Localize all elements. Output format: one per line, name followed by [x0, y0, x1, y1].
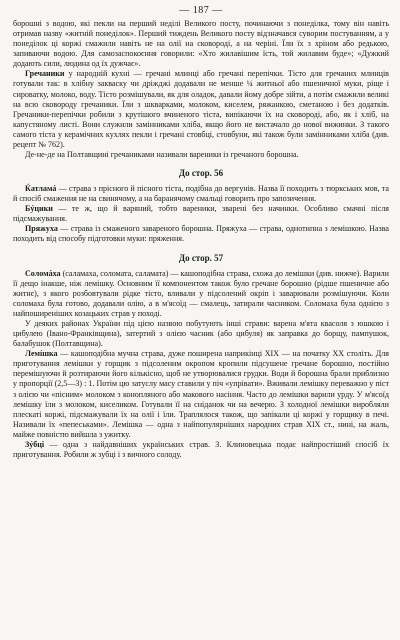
entry-term: Бýцики — [25, 204, 53, 214]
entry-grechanyky — [13, 69, 389, 150]
entry-text: — одна з найдавніших українських страв. З. Клиновецька подає найпростіший спосіб їх приготування. Робили ж зубці і з вичного солоду. — [13, 439, 389, 459]
entry-text: (саламаха, соломата, саламата) — кашоподібна страва, схожа до лемішки (див. нижче). Варили її дещо інакше, ніж лемішку. Основним її компонентом також було гречане борошно (рідше пшеничне або житнє), з якого розбовтували рідке тісто, вливали у підсолений окріп і заварювали розмішуючи. Коли соломаха була готово, додавали олію, а в м'ясоїд — смалець, затирали часником. Соломаха була однією з найпоширеніших козацьких страв у поході. — [13, 268, 389, 318]
entry-text: — кашоподібна мучна страва, дуже поширена наприкінці XIX — на початку XX століть. Для приготування лемішки у горщик з підсоленим окропом кропили підсушене гречане борошно, постійно перемішуючи й розтираючи його кількісно, щоб не утворювалися грудки. Води й борошна брали приблизно у пропорції (2,5—3) : 1. Потім цю затуслу масу ставили у піч «упрівати». Вживали лемішку переважно у піст з олією чи «пісним» молоком з конопляного або макового насіння. Часто до лемішки варили урду. У м'ясоїд лемішку їли з молоком, киселиком. Готували її на сніданок чи на вечерю. З холодної лемішки виробляли плескаті коржі, підсмажували їх на олії і їли. Траплялося також, що запікали ці коржі у горщику в печі. Називали їх «пепеськами». Лемішка — одна з найпопулярніших народних страв XIX ст., нині, на жаль, майже повністю вийшла з ужитку. — [13, 349, 389, 439]
entry-term: Ќатламá — [25, 184, 57, 194]
entry-text: — страва з прісного й пісного тіста, подібна до вергунів. Назва її походить з тюркських мов, та й спосіб смаження не на свинячому, а на баранячому смальці говорить про запозичення. — [13, 184, 389, 204]
entry-text: — те ж, що й варяний, тобто вареники, зварені без начинки. Особливо смачні після підсмажування. — [13, 204, 389, 224]
entry-solomakha — [13, 269, 389, 319]
entry-katlama — [13, 184, 389, 204]
page-number: — 187 — — [179, 5, 223, 16]
section-heading: До стор. 57 — [178, 252, 224, 263]
section-heading: До стор. 56 — [178, 168, 224, 179]
entry-term: Соломáха — [25, 268, 61, 278]
paragraph: У деяких районах України під цією назвою побутують інші страви: варена м'ята квасоля з юшкою і цибулею (Івано-Франківщина), затертий з олією часник (або цибуля) як заправка до борщу, пампушок, балабушок (Полтавщина). — [13, 318, 389, 349]
entry-term: Лемíшка — [25, 349, 58, 359]
page-body — [13, 19, 389, 460]
entry-zubtsi — [13, 440, 389, 460]
entry-lemishka — [13, 349, 389, 440]
entry-term: Гречаники — [25, 69, 65, 79]
entry-butsyky — [13, 204, 389, 224]
entry-pryazhukha — [13, 224, 389, 244]
entry-term: Зýбці — [25, 439, 45, 449]
entry-text: — страва із смаженого завареного борошна. Пряжуха — страва, однотипна з лемішкою. Назва походить від способу підготовки муки: пряження. — [13, 224, 389, 244]
paragraph: Де-не-де на Полтавщині гречаниками називали вареники із гречаного борошна. — [25, 150, 299, 160]
entry-term: Пряжуха — [25, 224, 58, 234]
paragraph-continued: борошні з водою, які пекли на перший неділі Великого посту, починаючи з понеділка, тому він навіть отримав назву «житній понеділок». Перший тиждень Великого посту відзначався суворим постуванням, а у понеділок ці коржі смажили навіть не на олії на сковороді, а на черіні. Їли їх з хріном або редькою, запиваючи водою. Для самозаспокоєння говорили: «Хто жилавішим їсть, той жилавим буде»; «Дужкий додають сили, людина од їх дужчає». — [13, 19, 389, 69]
entry-text: у народній кухні — гречані млинці або гречані перепічки. Тісто для гречаних млинців готували так: в хлібну закваску чи дріжджі додавали не менше ¼ житньої або пшеничної муки, ріще і сироватку, молоко, воду. Тісто розмішували, як для оладок, давали йому добре зійти, а потім смажили великі на всю сковороду гречаники. Їли з шкварками, молоком, киселем, ряжанкою, сметаною і без додатків. Гречаники-перепічки робили з крутішого вчиненого тіста, випікаючи їх на сковороді, або, як і хліб, на капустяному листі. Вони служили замінниками хліба, якщо його не вистачало до нової вижинки. З такого самого тіста у керамічних кухлях пекли і гречані стовбці, стовбуни, які також були замінниками хліба (див. рецепт № 762). — [13, 69, 389, 149]
